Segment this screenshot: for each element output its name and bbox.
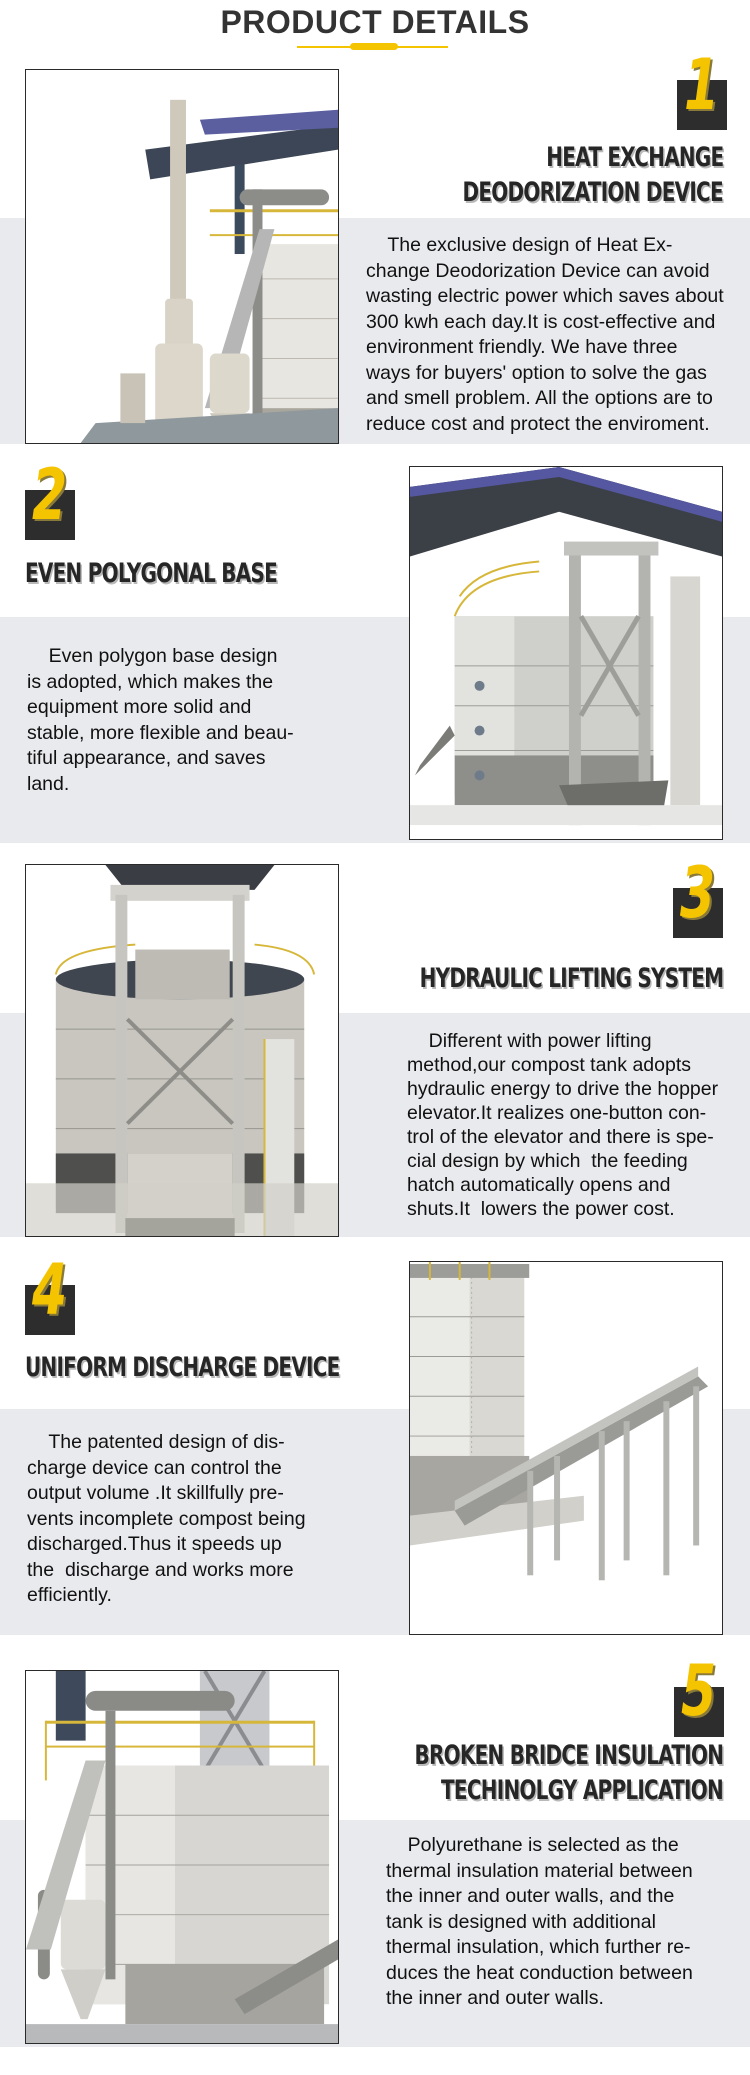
- section-5-description: [386, 1833, 693, 2012]
- description-line: the inner and outer walls.: [386, 1987, 604, 2009]
- description-line: Polyurethane is selected as the: [386, 1834, 679, 1856]
- description-line: the discharge and works more: [27, 1558, 294, 1581]
- section-1-number: 1: [684, 44, 720, 126]
- description-line: wasting electric power which saves about: [366, 285, 724, 307]
- description-line: shuts.It lowers the power cost.: [407, 1198, 675, 1220]
- title-underline-accent: [350, 43, 398, 50]
- deodorization-device-illustration: [26, 70, 338, 443]
- description-line: ways for buyers' option to solve the gas: [366, 361, 707, 384]
- description-line: tank is designed with additional: [386, 1910, 656, 1933]
- description-line: duces the heat conduction between: [386, 1961, 693, 1984]
- section-5-heading-line-1: BROKEN BRIDCE INSULATION: [414, 1740, 723, 1771]
- description-line: stable, more flexible and beau-: [27, 721, 294, 744]
- description-line: is adopted, which makes the: [27, 670, 274, 693]
- page-title: PRODUCT DETAILS: [220, 4, 530, 40]
- section-4-number: 4: [32, 1249, 68, 1331]
- section-5-photo: [25, 1670, 339, 2044]
- description-line: trol of the elevator and there is spe-: [407, 1126, 714, 1148]
- description-line: and smell problem. All the options are to: [366, 387, 713, 409]
- description-line: land.: [27, 772, 70, 795]
- description-line: reduce cost and protect the enviroment.: [366, 412, 710, 435]
- section-1-heading-line-2: DEODORIZATION DEVICE: [462, 177, 723, 208]
- description-line: elevator.It realizes one-button con-: [407, 1102, 707, 1124]
- section-1-description: [366, 233, 724, 437]
- section-2-heading: EVEN POLYGONAL BASE: [25, 558, 278, 589]
- description-line: Different with power lifting: [407, 1030, 652, 1052]
- section-1-heading-line-1: HEAT EXCHANGE: [545, 142, 723, 173]
- description-line: vents incomplete compost being: [27, 1507, 306, 1530]
- description-line: thermal insulation, which further re-: [386, 1936, 691, 1958]
- description-line: 300 kwh each day.It is cost-effective and: [366, 310, 716, 333]
- section-4-description: [27, 1430, 306, 1609]
- hydraulic-lifting-illustration: [26, 865, 338, 1236]
- polygonal-base-illustration: [410, 467, 722, 839]
- section-2-number: 2: [32, 454, 68, 536]
- description-line: environment friendly. We have three: [366, 336, 678, 358]
- insulation-technology-illustration: [26, 1671, 338, 2043]
- section-4-heading: UNIFORM DISCHARGE DEVICE: [25, 1352, 340, 1383]
- description-line: efficiently.: [27, 1584, 112, 1606]
- description-line: The patented design of dis-: [27, 1431, 285, 1453]
- section-3-heading: HYDRAULIC LIFTING SYSTEM: [419, 963, 723, 994]
- section-2-description: [27, 644, 294, 797]
- description-line: discharged.Thus it speeds up: [27, 1533, 282, 1555]
- description-line: tiful appearance, and saves: [27, 747, 266, 769]
- description-line: charge device can control the: [27, 1456, 282, 1479]
- discharge-device-illustration: [410, 1262, 722, 1634]
- description-line: hydraulic energy to drive the hopper: [407, 1078, 719, 1100]
- section-3-number: 3: [680, 852, 716, 934]
- description-line: cial design by which the feeding: [407, 1150, 688, 1172]
- description-line: the inner and outer walls, and the: [386, 1885, 675, 1907]
- section-3-description: [407, 1029, 718, 1221]
- description-line: change Deodorization Device can avoid: [366, 259, 710, 282]
- description-line: thermal insulation material between: [386, 1859, 693, 1882]
- description-line: hatch automatically opens and: [407, 1174, 671, 1196]
- description-line: The exclusive design of Heat Ex-: [366, 234, 673, 256]
- section-2-photo: [409, 466, 723, 840]
- description-line: equipment more solid and: [27, 696, 252, 718]
- description-line: output volume .It skillfully pre-: [27, 1482, 284, 1504]
- section-3-photo: [25, 864, 339, 1237]
- section-1-photo: [25, 69, 339, 444]
- section-4-photo: [409, 1261, 723, 1635]
- description-line: Even polygon base design: [27, 645, 278, 667]
- description-line: method,our compost tank adopts: [407, 1054, 691, 1076]
- section-5-heading-line-2: TECHINOLGY APPLICATION: [441, 1775, 723, 1806]
- section-5-number: 5: [681, 1650, 717, 1732]
